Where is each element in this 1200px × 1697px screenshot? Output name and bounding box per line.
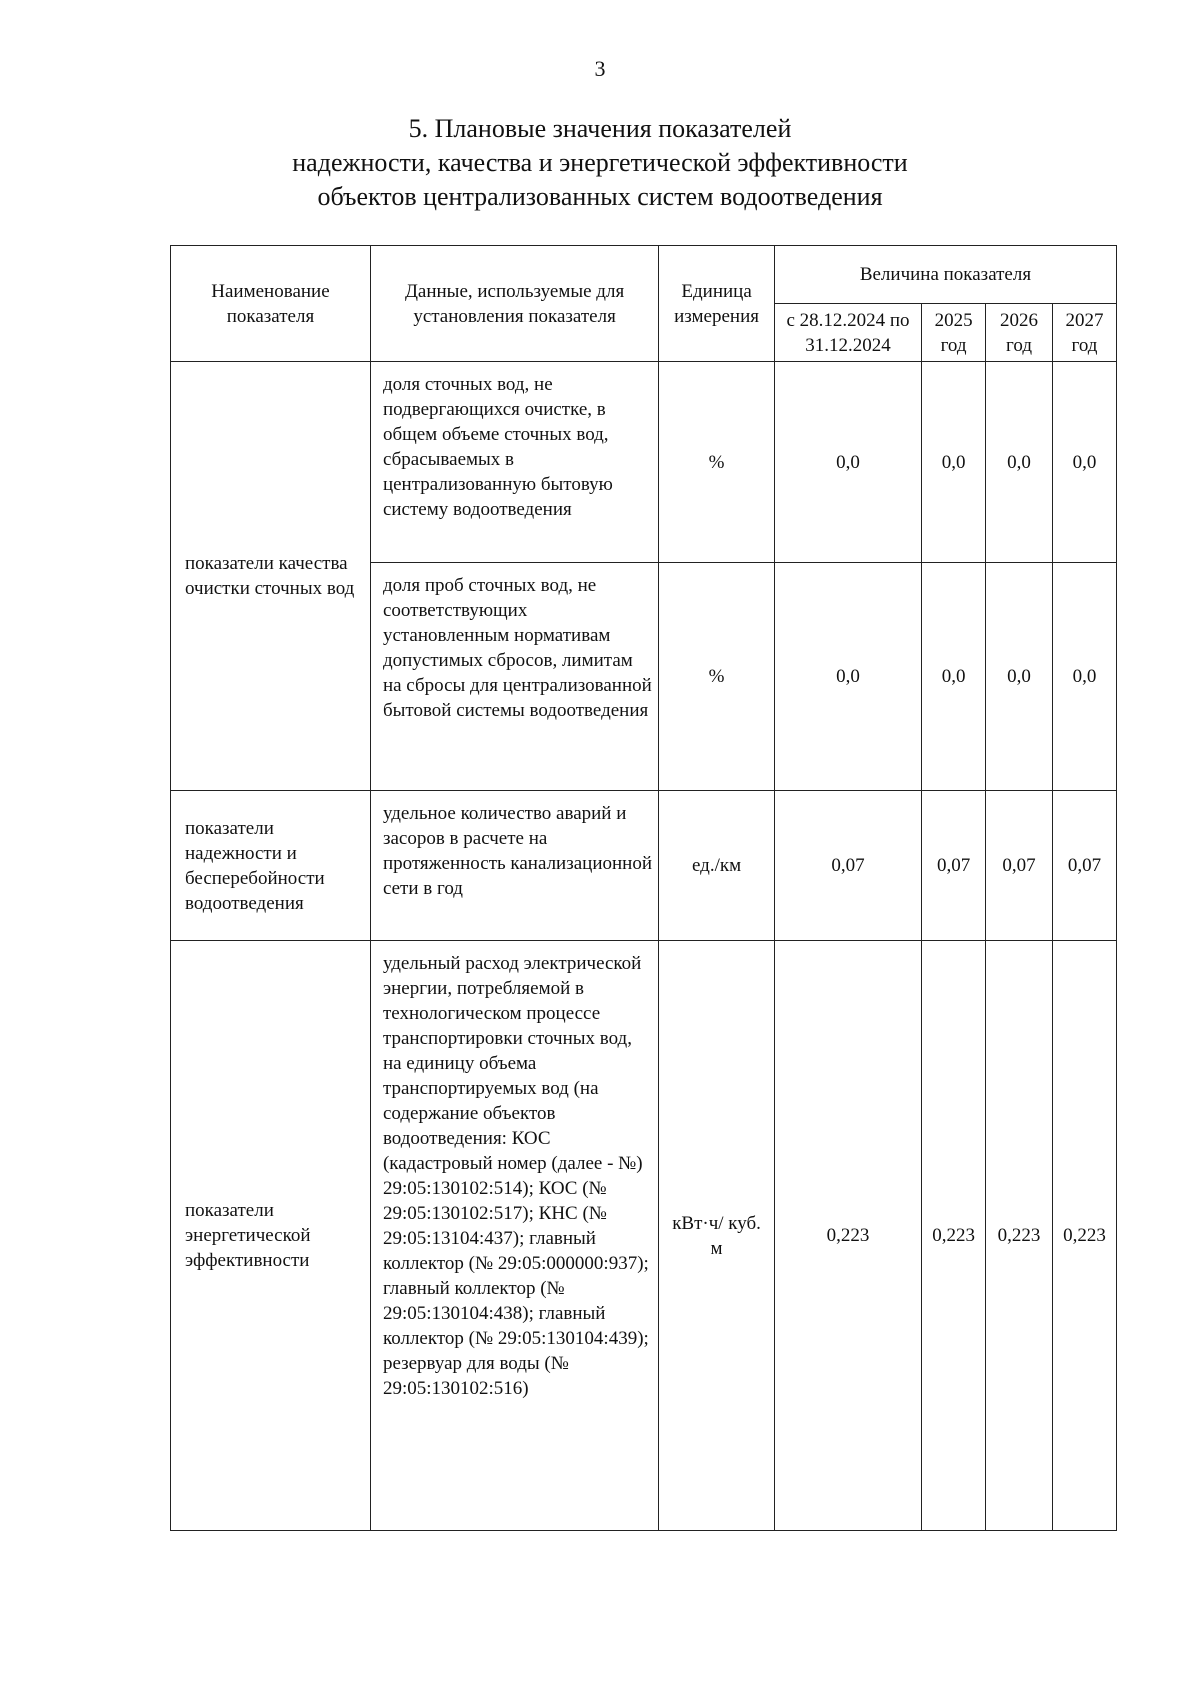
value-cell: 0,0: [922, 563, 986, 791]
value-cell: 0,0: [1053, 362, 1117, 563]
header-unit: Единица измерения: [659, 246, 775, 362]
unit-cell: %: [659, 563, 775, 791]
value-cell: 0,223: [774, 941, 921, 1531]
value-cell: 0,07: [1053, 791, 1117, 941]
data-cell: доля сточных вод, не подвергающихся очистке, в общем объеме сточных вод, сбрасываемых в централизованную бытовую систему водоотведения: [370, 362, 658, 563]
unit-cell: ед./км: [659, 791, 775, 941]
value-cell: 0,0: [986, 563, 1053, 791]
table-row: [171, 791, 1117, 941]
title-line-1: 5. Плановые значения показателей: [408, 114, 792, 143]
header-period-3: 2026 год: [986, 304, 1053, 362]
group-cell: показатели надежности и бесперебойности водоотведения: [171, 791, 371, 941]
title-line-3: объектов централизованных систем водоотведения: [317, 182, 883, 211]
table-row: [171, 362, 1117, 563]
value-cell: 0,223: [1053, 941, 1117, 1531]
header-period-2: 2025 год: [922, 304, 986, 362]
data-cell: доля проб сточных вод, не соответствующих установленным нормативам допустимых сбросов, лимитам на сбросы для централизованной бытовой системы водоотведения: [370, 563, 658, 791]
table-row: [171, 941, 1117, 1531]
group-cell: показатели качества очистки сточных вод: [171, 362, 371, 791]
page-title: [0, 112, 1200, 214]
unit-cell: %: [659, 362, 775, 563]
value-cell: 0,0: [922, 362, 986, 563]
title-line-2: надежности, качества и энергетической эффективности: [292, 148, 908, 177]
header-name: Наименование показателя: [171, 246, 371, 362]
header-value: Величина показателя: [774, 246, 1116, 304]
value-cell: 0,0: [986, 362, 1053, 563]
group-cell: показатели энергетической эффективности: [171, 941, 371, 1531]
header-period-4: 2027 год: [1053, 304, 1117, 362]
header-data: Данные, используемые для установления показателя: [370, 246, 658, 362]
value-cell: 0,0: [1053, 563, 1117, 791]
data-cell: удельное количество аварий и засоров в расчете на протяженность канализационной сети в год: [370, 791, 658, 941]
value-cell: 0,223: [986, 941, 1053, 1531]
value-cell: 0,0: [774, 563, 921, 791]
value-cell: 0,07: [922, 791, 986, 941]
value-cell: 0,07: [774, 791, 921, 941]
data-cell: удельный расход электрической энергии, потребляемой в технологическом процессе транспортировки сточных вод, на единицу объема транспортируемых вод (на содержание объектов водоотведения: КОС (кадастровый номер (далее - №) 29:05:130102:514); КОС (№ 29:05:130102:517); КНС (№ 29:05:13104:437); главный коллектор (№ 29:05:000000:937); главный коллектор (№ 29:05:130104:438); главный коллектор (№ 29:05:130104:439); резервуар для воды (№ 29:05:130102:516): [370, 941, 658, 1531]
value-cell: 0,223: [922, 941, 986, 1531]
indicators-table: [170, 245, 1117, 1531]
value-cell: 0,07: [986, 791, 1053, 941]
header-period-1: с 28.12.2024 по 31.12.2024: [774, 304, 921, 362]
page-number: 3: [594, 56, 606, 81]
unit-cell: кВт·ч/ куб. м: [659, 941, 775, 1531]
value-cell: 0,0: [774, 362, 921, 563]
